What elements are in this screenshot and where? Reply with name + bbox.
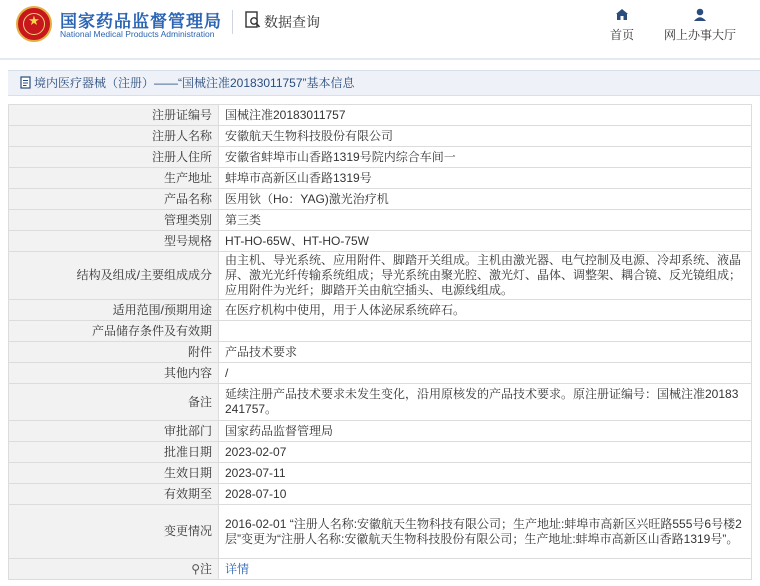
row-label: 结构及组成/主要组成成分	[9, 252, 219, 300]
national-emblem-icon: ★	[16, 6, 52, 42]
table-row	[9, 321, 752, 342]
table-row	[9, 384, 752, 421]
row-label: 附件	[9, 342, 219, 363]
table-row	[9, 105, 752, 126]
row-value: HT-HO-65W、HT-HO-75W	[219, 231, 752, 252]
row-value: 在医疗机构中使用，用于人体泌尿系统碎石。	[219, 300, 752, 321]
row-label: 适用范围/预期用途	[9, 300, 219, 321]
row-value: 安徽航天生物科技股份有限公司	[219, 126, 752, 147]
row-label: 有效期至	[9, 484, 219, 505]
row-value: 由主机、导光系统、应用附件、脚踏开关组成。主机由激光器、电气控制及电源、冷却系统、液晶屏、激光光纤传输系统组成；导光系统由聚光腔、激光灯、晶体、调整架、耦合镜、反光镜组成；应用附件为光纤；脚踏开关由航空插头、电源线组成。	[219, 252, 752, 300]
brand-title[interactable]: 国家药品监督管理局	[60, 12, 222, 31]
table-row	[9, 210, 752, 231]
row-value: 国家药品监督管理局	[219, 421, 752, 442]
document-icon	[20, 76, 32, 89]
table-row	[9, 252, 752, 300]
header-divider	[232, 10, 233, 34]
row-value: 延续注册产品技术要求未发生变化，沿用原核发的产品技术要求。原注册证编号：国械注准20183241757。	[219, 384, 752, 421]
brand-subtitle: National Medical Products Administration	[60, 29, 215, 39]
row-label: 批准日期	[9, 442, 219, 463]
table-row	[9, 442, 752, 463]
table-row	[9, 168, 752, 189]
row-label: 管理类别	[9, 210, 219, 231]
table-row	[9, 342, 752, 363]
header-underline	[0, 58, 760, 60]
row-value: 2016-02-01 “注册人名称:安徽航天生物科技有限公司；生产地址:蚌埠市高新区兴旺路555号6号楼2层”变更为“注册人名称:安徽航天生物科技股份有限公司；生产地址:蚌埠市高新区山香路1319号”。	[219, 505, 752, 559]
row-value: 2028-07-10	[219, 484, 752, 505]
table-row	[9, 363, 752, 384]
table-row	[9, 189, 752, 210]
breadcrumb-text[interactable]: 境内医疗器械（注册）——“国械注准20183011757”基本信息	[34, 76, 355, 90]
row-value: 安徽省蚌埠市山香路1319号院内综合车间一	[219, 147, 752, 168]
table-row	[9, 421, 752, 442]
row-value: 2023-07-11	[219, 463, 752, 484]
nav-online-service-hall[interactable]	[660, 6, 740, 43]
row-value: 产品技术要求	[219, 342, 752, 363]
row-value: 2023-02-07	[219, 442, 752, 463]
row-label: 注册证编号	[9, 105, 219, 126]
table-row	[9, 559, 752, 580]
home-icon	[606, 6, 638, 24]
nav-online-label: 网上办事大厅	[663, 28, 736, 42]
row-value: 蚌埠市高新区山香路1319号	[219, 168, 752, 189]
row-label: 变更情况	[9, 505, 219, 559]
table-row	[9, 300, 752, 321]
row-label: 生产地址	[9, 168, 219, 189]
registration-details-table	[8, 104, 752, 580]
row-label: 审批部门	[9, 421, 219, 442]
user-icon	[660, 6, 740, 24]
row-value: 第三类	[219, 210, 752, 231]
data-query-link[interactable]: 数据查询	[264, 14, 320, 30]
row-label: 生效日期	[9, 463, 219, 484]
row-value: /	[219, 363, 752, 384]
row-value: 国械注准20183011757	[219, 105, 752, 126]
row-label: 产品名称	[9, 189, 219, 210]
table-row	[9, 463, 752, 484]
table-row	[9, 231, 752, 252]
row-label: 注册人名称	[9, 126, 219, 147]
row-label: 注册人住所	[9, 147, 219, 168]
nav-home-label: 首页	[609, 28, 634, 42]
row-label	[9, 559, 219, 580]
row-label: 产品储存条件及有效期	[9, 321, 219, 342]
table-row	[9, 126, 752, 147]
row-value	[219, 321, 752, 342]
note-pin-icon: ⚲	[191, 561, 200, 576]
nav-home[interactable]	[606, 6, 638, 43]
row-value	[219, 559, 752, 580]
data-query-icon	[245, 11, 261, 29]
table-row	[9, 505, 752, 559]
details-link[interactable]: 详情	[225, 561, 250, 576]
row-label: 型号规格	[9, 231, 219, 252]
row-value: 医用钬（Ho：YAG)激光治疗机	[219, 189, 752, 210]
table-row	[9, 147, 752, 168]
row-label: 备注	[9, 384, 219, 421]
row-label: 其他内容	[9, 363, 219, 384]
table-row	[9, 484, 752, 505]
note-label: 注	[199, 561, 212, 576]
breadcrumb	[8, 70, 760, 96]
site-header	[0, 0, 760, 58]
